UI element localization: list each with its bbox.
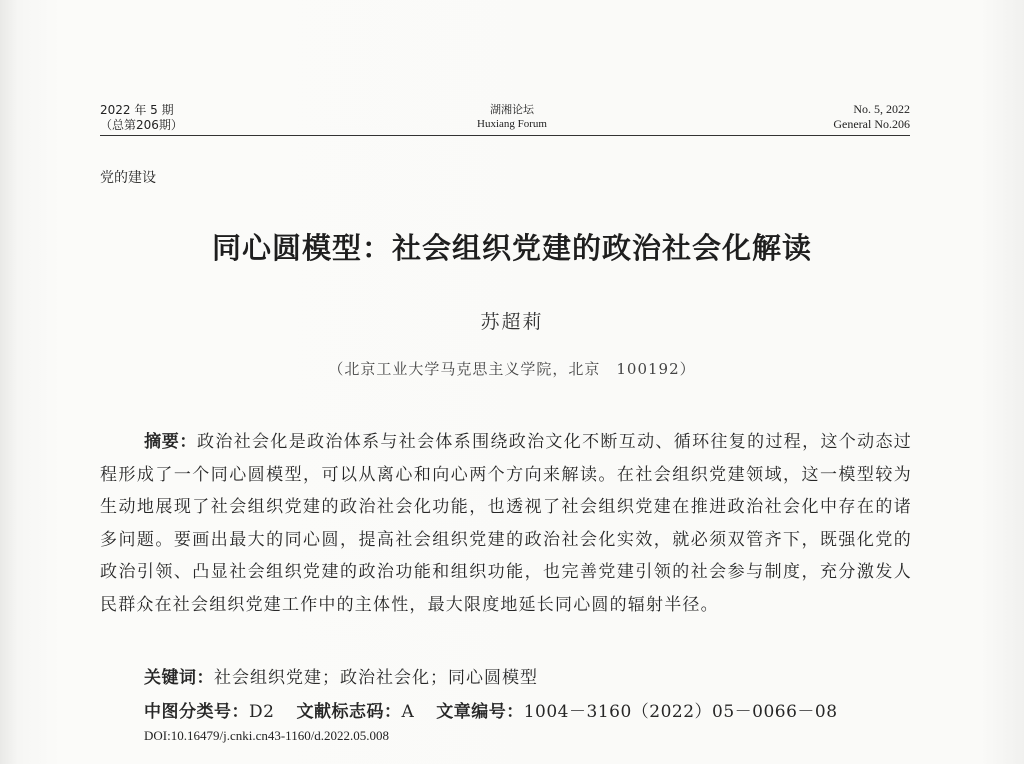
classification-line [144, 697, 838, 722]
header-issue-number-en: No. 5, 2022 [853, 102, 910, 116]
keywords-text: 社会组织党建；政治社会化；同心圆模型 [214, 668, 538, 688]
keywords-label: 关键词： [144, 668, 214, 688]
doc-code-value: A [401, 702, 415, 722]
doi[interactable]: DOI:10.16479/j.cnki.cn43-1160/d.2022.05.008 [144, 728, 390, 743]
author-name: 苏超莉 [480, 311, 544, 333]
doc-code-label: 文献标志码： [296, 702, 402, 722]
clc-value: D2 [249, 702, 275, 722]
header-issue-en [833, 102, 910, 132]
journal-name-en: Huxiang Forum [477, 118, 547, 130]
abstract-label: 摘要： [144, 432, 198, 452]
header-issue-total: （总第206期） [100, 118, 183, 132]
header-general-number-en: General No.206 [833, 117, 910, 131]
keywords [144, 663, 538, 688]
abstract [100, 426, 912, 621]
header-rule [100, 135, 910, 136]
column-label: 党的建设 [100, 170, 156, 186]
clc-label: 中图分类号： [144, 702, 249, 722]
header-issue-year: 2022 年 5 期 [100, 103, 174, 117]
article-number-value: 1004－3160（2022）05－0066－08 [523, 702, 838, 722]
paper-title: 同心圆模型：社会组织党建的政治社会化解读 [211, 231, 812, 265]
author-affiliation: （北京工业大学马克思主义学院，北京 100192） [328, 360, 696, 378]
journal-name-cn: 湖湘论坛 [490, 103, 534, 116]
article-number-label: 文章编号： [436, 702, 524, 722]
abstract-text: 政治社会化是政治体系与社会体系围绕政治文化不断互动、循环往复的过程，这个动态过程形成了一个同心圆模型，可以从离心和向心两个方向来解读。在社会组织党建领域，这一模型较为生动地展现了社会组织党建的政治社会化功能，也透视了社会组织党建在推进政治社会化中存在的诸多问题。要画出最大的同心圆，提高社会组织党建的政治社会化实效，就必须双管齐下，既强化党的政治引领、凸显社会组织党建的政治功能和组织功能，也完善党建引领的社会参与制度，充分激发人民群众在社会组织党建工作中的主体性，最大限度地延长同心圆的辐射半径。 [100, 432, 912, 615]
